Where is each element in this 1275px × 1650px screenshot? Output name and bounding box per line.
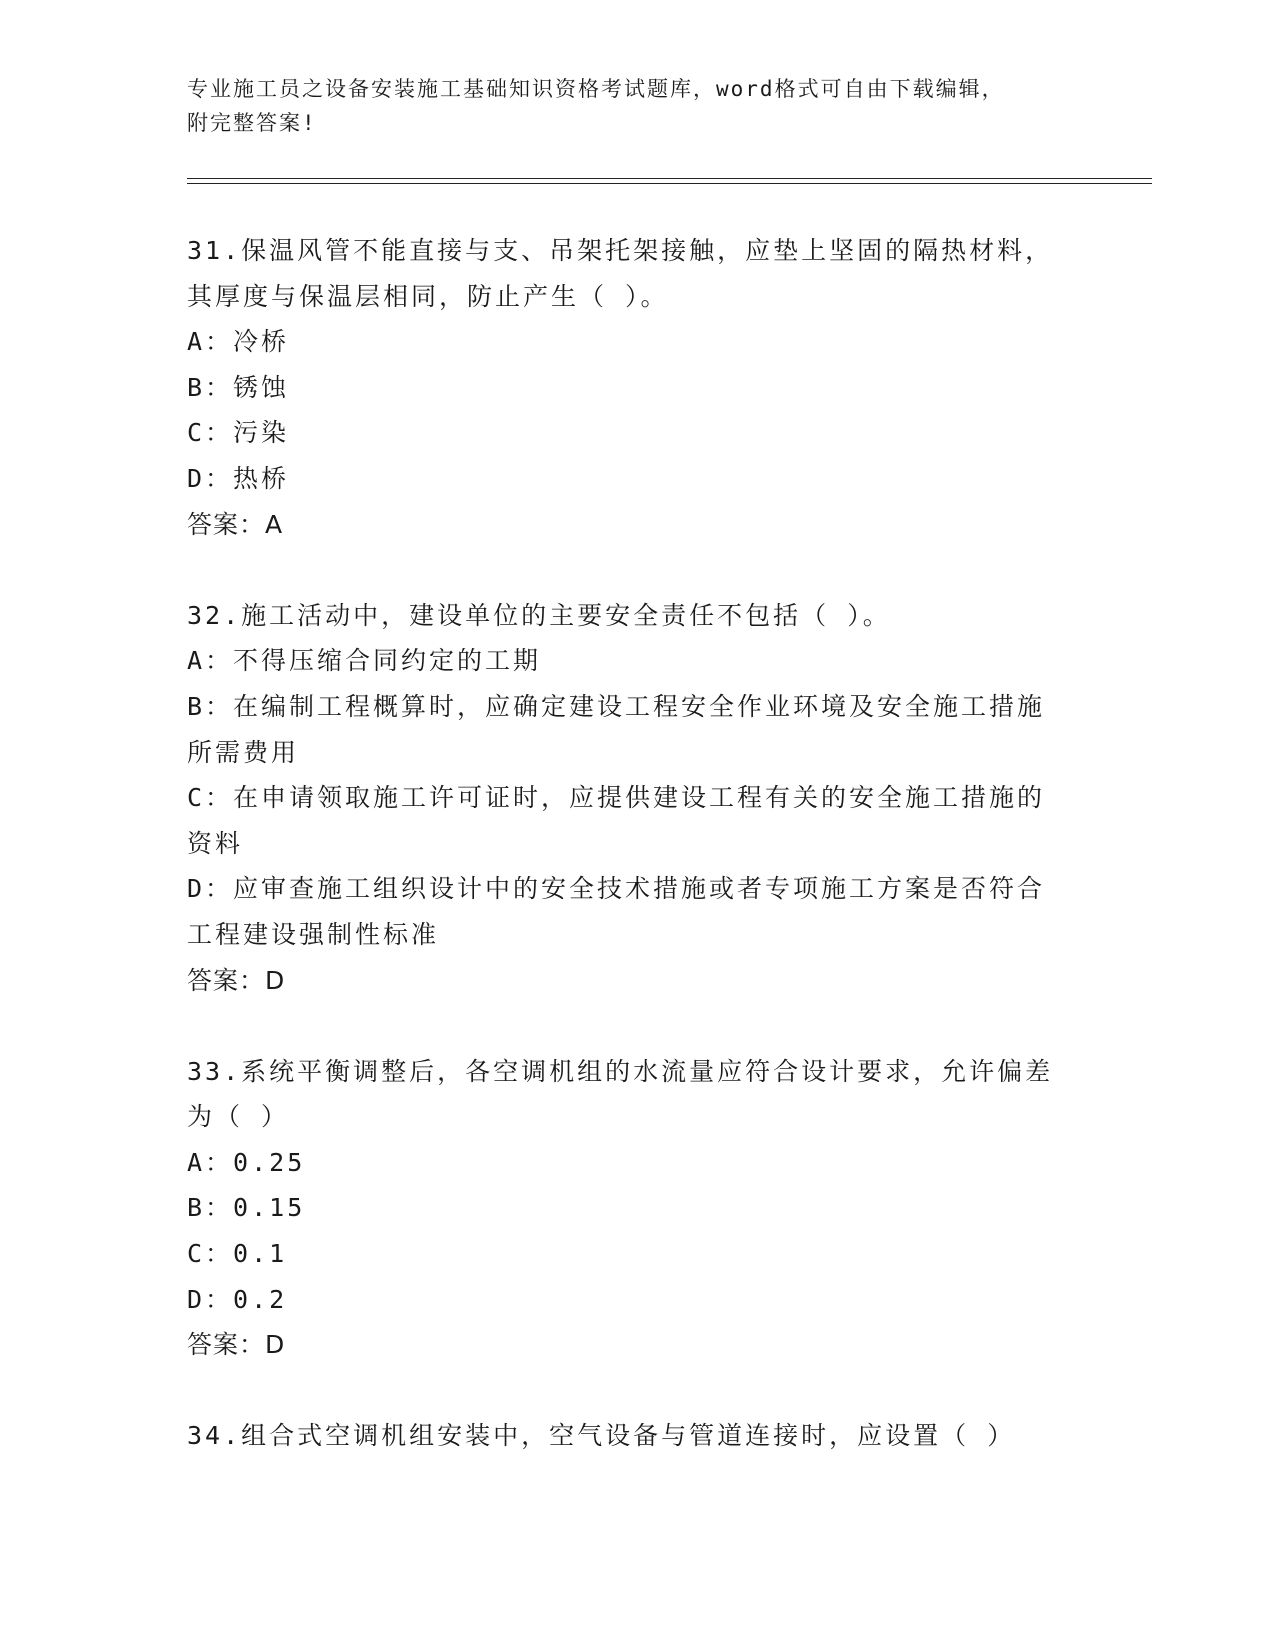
question-31-option-c: C：污染 [187, 418, 290, 448]
question-33-stem-line-1: 33.系统平衡调整后，各空调机组的水流量应符合设计要求，允许偏差 [187, 1056, 1054, 1086]
question-32-option-a: A：不得压缩合同约定的工期 [187, 646, 542, 676]
question-32-option-d-line-2: 工程建设强制性标准 [187, 919, 440, 949]
question-31-option-d: D：热桥 [187, 463, 290, 493]
question-31-answer: 答案：A [187, 509, 284, 539]
question-31-stem-line-2: 其厚度与保温层相同，防止产生（ ）。 [187, 281, 669, 311]
question-32-answer: 答案：D [187, 965, 286, 995]
question-32 [187, 593, 1087, 1003]
question-33-answer: 答案：D [187, 1330, 286, 1360]
question-31 [187, 228, 1087, 547]
header-line-1: 专业施工员之设备安装施工基础知识资格考试题库，word格式可自由下载编辑， [187, 77, 1005, 101]
question-31-option-a: A：冷桥 [187, 327, 290, 357]
document-header [187, 72, 1067, 140]
question-32-option-d-line-1: D：应审查施工组织设计中的安全技术措施或者专项施工方案是否符合 [187, 874, 1046, 904]
question-33-option-d: D：0.2 [187, 1284, 288, 1314]
question-33-option-b: B：0.15 [187, 1193, 306, 1223]
question-31-stem-line-1: 31.保温风管不能直接与支、吊架托架接触，应垫上坚固的隔热材料， [187, 236, 1054, 265]
question-33-option-c: C：0.1 [187, 1239, 288, 1269]
question-list [187, 228, 1087, 1459]
question-33 [187, 1049, 1087, 1368]
question-32-option-c-line-2: 资料 [187, 828, 244, 858]
question-32-option-b-line-2: 所需费用 [187, 737, 300, 767]
header-divider-top [187, 178, 1152, 179]
question-32-stem-line-1: 32.施工活动中，建设单位的主要安全责任不包括（ ）。 [187, 600, 891, 630]
header-divider-bottom [187, 183, 1152, 184]
question-33-option-a: A：0.25 [187, 1147, 306, 1177]
question-32-option-c-line-1: C：在申请领取施工许可证时，应提供建设工程有关的安全施工措施的 [187, 783, 1046, 813]
question-32-option-b-line-1: B：在编制工程概算时，应确定建设工程安全作业环境及安全施工措施 [187, 691, 1046, 721]
question-34-stem-line-1: 34.组合式空调机组安装中，空气设备与管道连接时，应设置（ ） [187, 1421, 1016, 1451]
question-31-option-b: B：锈蚀 [187, 372, 290, 402]
header-line-2: 附完整答案! [187, 111, 317, 135]
question-34 [187, 1413, 1087, 1459]
question-33-stem-line-2: 为（ ） [187, 1102, 290, 1132]
